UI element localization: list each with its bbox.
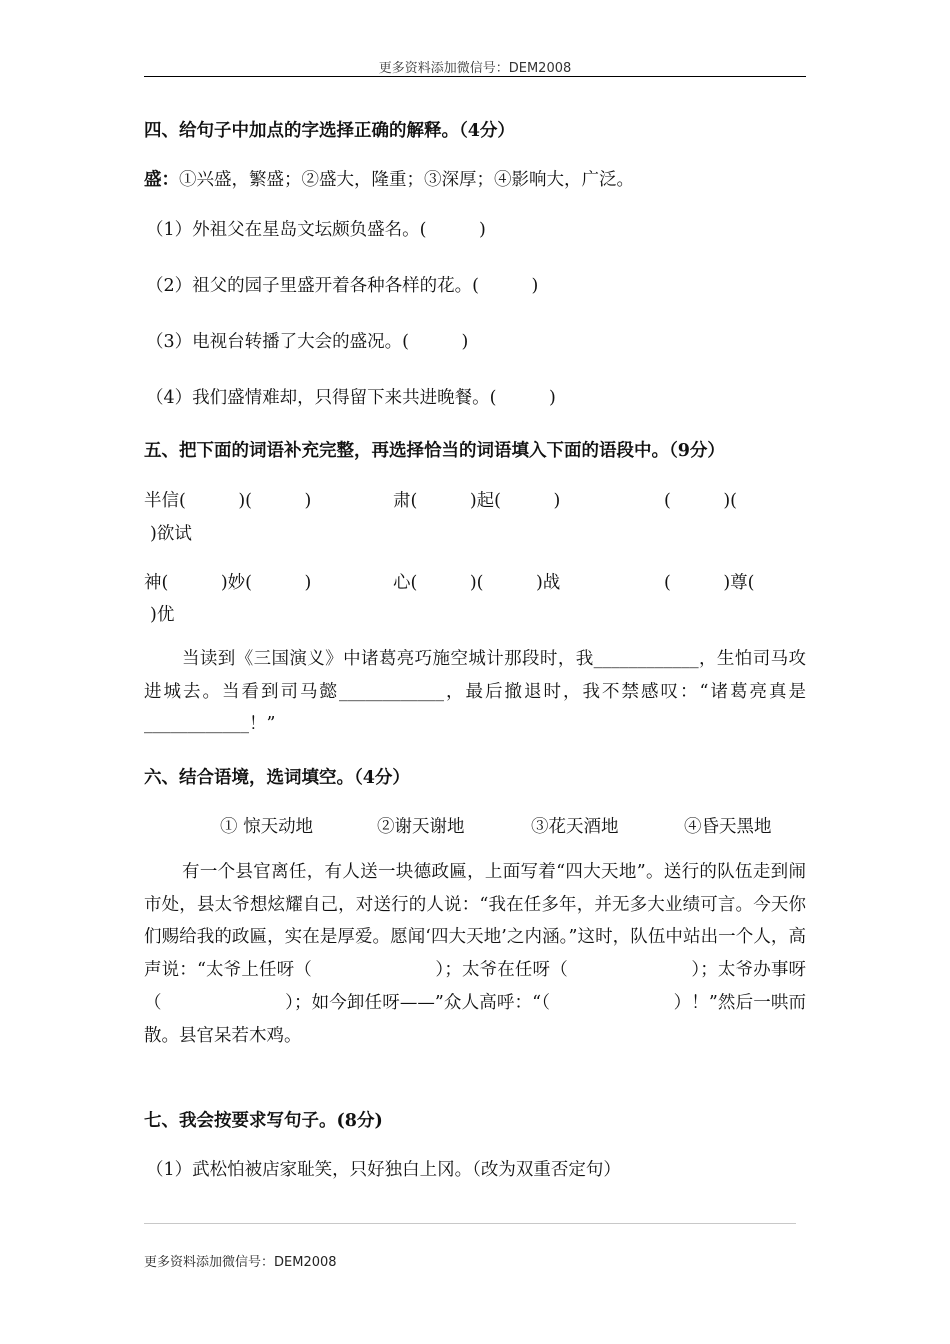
section5-row2-a: 神( )妙( ) xyxy=(144,573,312,593)
section4-item-4: （4）我们盛情难却，只得留下来共进晚餐。( ) xyxy=(146,388,556,408)
section6-option-1: ① 惊天动地 xyxy=(220,817,314,837)
section6-option-2: ②谢天谢地 xyxy=(377,817,465,837)
footer-rule xyxy=(144,1223,796,1224)
section4-definitions xyxy=(144,166,634,191)
section4-item-1: （1）外祖父在星岛文坛颇负盛名。( ) xyxy=(146,220,486,240)
section5-paragraph: 当读到《三国演义》中诸葛亮巧施空城计那段时，我____________，生怕司马攻进城去。当看到司马懿____________，最后撤退时，我不禁感叹：“诸葛亮真是____________！” xyxy=(144,649,806,735)
section5-row2-cont: )优 xyxy=(150,605,175,625)
section4-def-char: 盛： xyxy=(144,170,179,190)
page-header: 更多资料添加微信号：DEM2008 xyxy=(378,61,572,76)
header-rule xyxy=(144,76,806,77)
section6-title: 六、结合语境，选词填空。（4分） xyxy=(144,768,410,788)
section6-paragraph: 有一个县官离任，有人送一块德政匾，上面写着“四大天地”。送行的队伍走到闹市处，县太爷想炫耀自己，对送行的人说：“我在任多年，并无多大业绩可言。今天你们赐给我的政匾，实在是厚爱。愿闻‘四大天地’之内涵。”这时，队伍中站出一个人，高声说：“太爷上任呀（ ）；太爷在任呀（ ）；太爷办事呀（ ）；如今卸任呀——”众人高呼：“（ ）！”然后一哄而散。县官呆若木鸡。 xyxy=(144,862,806,1046)
section5-title: 五、把下面的词语补充完整，再选择恰当的词语填入下面的语段中。（9分） xyxy=(144,441,725,461)
section6-option-4: ④昏天黑地 xyxy=(684,817,772,837)
section5-row1-a: 半信( )( ) xyxy=(144,491,312,511)
page-footer: 更多资料添加微信号：DEM2008 xyxy=(144,1255,337,1270)
section4-item-3: （3）电视台转播了大会的盛况。( ) xyxy=(146,332,469,352)
section4-title: 四、给句子中加点的字选择正确的解释。（4分） xyxy=(144,121,515,141)
section7-item-1: （1）武松怕被店家耻笑，只好独白上冈。（改为双重否定句） xyxy=(146,1160,621,1180)
section4-def-text: ①兴盛，繁盛；②盛大，隆重；③深厚；④影响大，广泛。 xyxy=(179,170,634,190)
section5-row1-b: 肃( )起( ) xyxy=(393,491,561,511)
section4-item-2: （2）祖父的园子里盛开着各种各样的花。( ) xyxy=(146,276,539,296)
section5-row1-c: ( )( xyxy=(664,491,737,511)
section7-title: 七、我会按要求写句子。(8分) xyxy=(144,1111,383,1131)
section5-row1-cont: )欲试 xyxy=(150,524,192,544)
section6-option-3: ③花天酒地 xyxy=(531,817,619,837)
section5-row2-b: 心( )( )战 xyxy=(393,573,561,593)
section5-row2-c: ( )尊( xyxy=(664,573,755,593)
